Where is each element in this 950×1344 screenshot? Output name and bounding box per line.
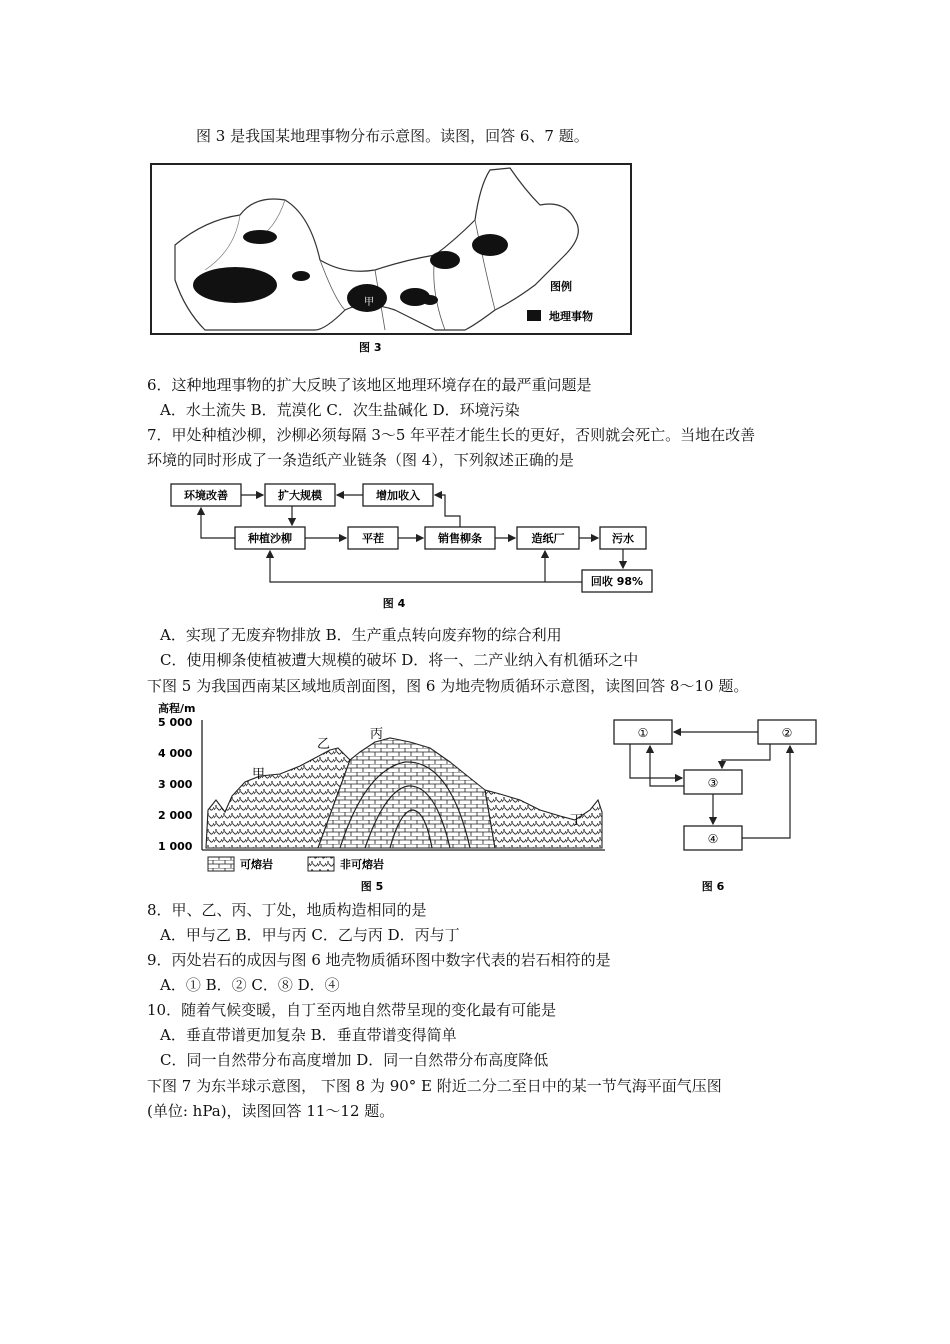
legend-title: 图例 bbox=[550, 280, 572, 293]
profile-label-jia: 甲 bbox=[252, 767, 266, 782]
node-2: ② bbox=[781, 726, 793, 740]
box-sell: 销售柳条 bbox=[438, 532, 482, 545]
y-tick-5000: 5 000 bbox=[158, 716, 193, 729]
map-label-jia: 甲 bbox=[364, 297, 374, 308]
legend-soluble: 可熔岩 bbox=[240, 858, 273, 871]
box-income: 增加收入 bbox=[376, 489, 420, 502]
q7-options-2: C．使用柳条使植被遭大规模的破坏 D．将一、二产业纳入有机循环之中 bbox=[160, 651, 639, 669]
q9-options: A．① B．② C．⑧ D．④ bbox=[160, 976, 340, 994]
q8-options: A．甲与乙 B．甲与丙 C．乙与丙 D．丙与丁 bbox=[160, 926, 460, 944]
box-expand: 扩大规模 bbox=[278, 489, 322, 502]
intro-fig3: 图 3 是我国某地理事物分布示意图。读图，回答 6、7 题。 bbox=[196, 127, 589, 145]
q6-options: A．水土流失 B．荒漠化 C．次生盐碱化 D．环境污染 bbox=[160, 401, 520, 419]
q10-options-1: A．垂直带谱更加复杂 B．垂直带谱变得简单 bbox=[160, 1026, 457, 1044]
q7-stem-2: 环境的同时形成了一条造纸产业链条（图 4），下列叙述正确的是 bbox=[147, 451, 574, 469]
profile-label-ding: 丁 bbox=[570, 813, 584, 828]
q7-stem-1: 7．甲处种植沙柳，沙柳必须每隔 3～5 年平茬才能生长的更好，否则就会死亡。当地在改善 bbox=[147, 426, 756, 444]
figure-6-caption: 图 6 bbox=[701, 880, 725, 893]
legend-item: 地理事物 bbox=[549, 310, 593, 323]
node-4: ④ bbox=[707, 832, 719, 846]
figure-4-flowchart bbox=[145, 478, 685, 613]
box-recycle: 回收 98% bbox=[590, 575, 644, 588]
q9-stem: 9．丙处岩石的成因与图 6 地壳物质循环图中数字代表的岩石相符的是 bbox=[147, 951, 611, 969]
box-plant: 种植沙柳 bbox=[248, 532, 292, 545]
desert-patch-8 bbox=[422, 295, 438, 305]
legend-swatch bbox=[527, 310, 541, 321]
figure-4-caption: 图 4 bbox=[382, 597, 406, 610]
q7-options-1: A．实现了无废弃物排放 B．生产重点转向废弃物的综合利用 bbox=[160, 626, 562, 644]
y-tick-1000: 1 000 bbox=[158, 840, 193, 853]
desert-patch-2 bbox=[193, 267, 277, 303]
desert-patch-1 bbox=[243, 230, 277, 244]
figure-3-map bbox=[145, 160, 665, 355]
profile-label-bing: 丙 bbox=[370, 727, 384, 742]
desert-patch-3 bbox=[292, 271, 310, 281]
y-tick-2000: 2 000 bbox=[158, 809, 193, 822]
desert-patch-6 bbox=[430, 251, 460, 269]
figure-5-profile bbox=[150, 700, 610, 895]
box-sewage: 污水 bbox=[612, 532, 634, 545]
box-cut: 平茬 bbox=[362, 532, 384, 545]
legend-insoluble: 非可熔岩 bbox=[340, 858, 384, 871]
intro-fig78-2: (单位: hPa)，读图回答 11～12 题。 bbox=[147, 1102, 395, 1120]
profile-label-yi: 乙 bbox=[317, 737, 331, 752]
legend-insoluble-swatch bbox=[308, 857, 334, 871]
figure-6-cycle bbox=[610, 712, 820, 897]
desert-patch-7 bbox=[472, 234, 508, 256]
figure-3-caption: 图 3 bbox=[359, 341, 382, 354]
q10-options-2: C．同一自然带分布高度增加 D．同一自然带分布高度降低 bbox=[160, 1051, 549, 1069]
q10-stem: 10．随着气候变暖，自丁至丙地自然带呈现的变化最有可能是 bbox=[147, 1001, 557, 1019]
y-axis-title: 高程/m bbox=[158, 702, 196, 715]
q6-stem: 6．这种地理事物的扩大反映了该地区地理环境存在的最严重问题是 bbox=[147, 376, 592, 394]
q8-stem: 8．甲、乙、丙、丁处，地质构造相同的是 bbox=[147, 901, 427, 919]
intro-fig78-1: 下图 7 为东半球示意图， 下图 8 为 90° E 附近二分二至日中的某一节气海平面气压图 bbox=[147, 1077, 722, 1095]
legend-soluble-swatch bbox=[208, 857, 234, 871]
intro-fig56: 下图 5 为我国西南某区域地质剖面图，图 6 为地壳物质循环示意图，读图回答 8～10 题。 bbox=[147, 677, 749, 695]
box-env: 环境改善 bbox=[184, 489, 228, 502]
y-tick-3000: 3 000 bbox=[158, 778, 193, 791]
node-3: ③ bbox=[707, 776, 719, 790]
box-paper: 造纸厂 bbox=[531, 532, 565, 545]
node-1: ① bbox=[637, 726, 649, 740]
y-tick-4000: 4 000 bbox=[158, 747, 193, 760]
figure-5-caption: 图 5 bbox=[360, 880, 384, 893]
